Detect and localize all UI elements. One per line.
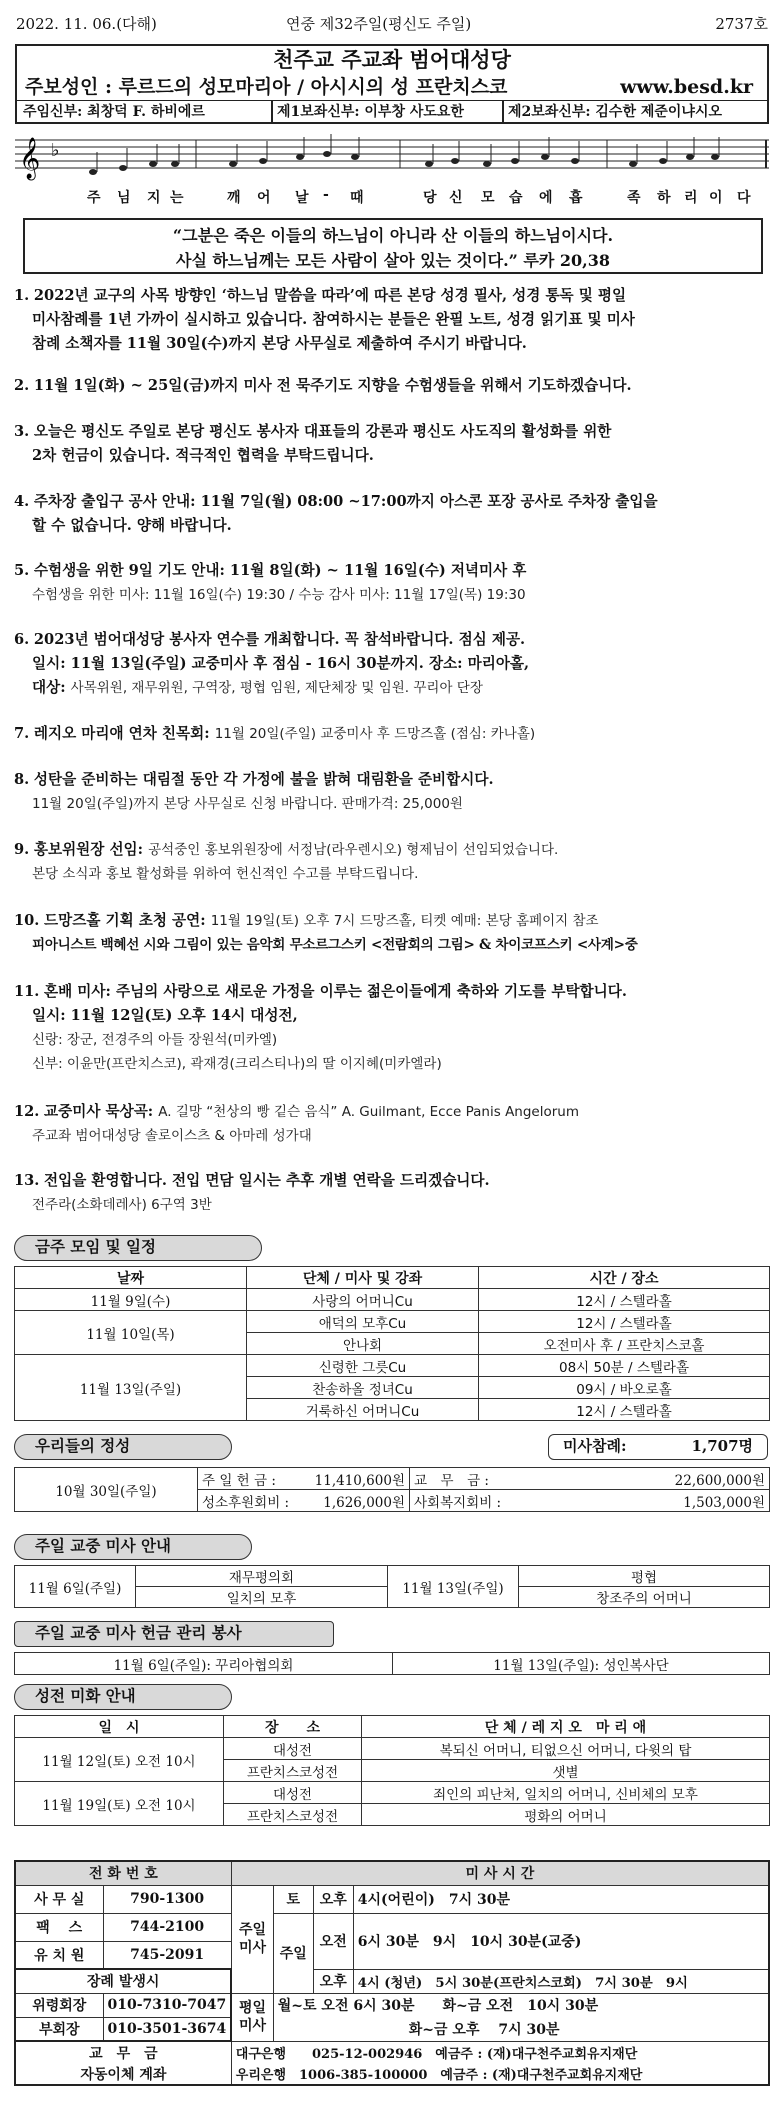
notice-number: 10. — [14, 912, 40, 929]
notice-5 — [14, 559, 774, 607]
notice-text: 본당 소식과 홍보 활성화를 위하여 헌신적인 수고를 부탁드립니다. — [32, 866, 419, 882]
notice-3 — [14, 420, 774, 468]
scripture-quote — [23, 218, 763, 274]
table-row — [15, 1566, 770, 1587]
lyric: 신 — [449, 190, 463, 206]
lyric: 흡 — [569, 190, 583, 206]
attendance-label: 미사참례: — [563, 1437, 627, 1455]
header-bar — [16, 13, 768, 33]
offering-label: 주 일 헌 금 : — [198, 1468, 298, 1490]
offering-label: 교 무 금 : — [410, 1468, 510, 1490]
table-row — [15, 1782, 770, 1804]
table-row — [15, 1653, 770, 1675]
clergy-row — [17, 101, 767, 124]
cell-group: 찬송하올 정녀Cu — [247, 1377, 479, 1399]
phone-label: 팩 스 — [15, 1913, 103, 1941]
notice-number: 7. — [14, 725, 30, 742]
notice-number: 13. — [14, 1172, 40, 1189]
cell-place: 프란치스코성전 — [224, 1760, 362, 1782]
notice-number: 4. — [14, 493, 30, 510]
hymn-lyrics — [15, 187, 769, 209]
lyric: 습 — [509, 190, 523, 206]
col-header: 단 체 / 레 지 오 마 리 애 — [362, 1716, 770, 1738]
svg-text:𝄞: 𝄞 — [19, 138, 41, 179]
notice-11 — [14, 980, 774, 1076]
pm-label: 오후 — [313, 1969, 353, 1993]
cell-place: 대성전 — [224, 1738, 362, 1760]
lyric: 에 — [539, 190, 553, 206]
notice-text: 신랑: 장군, 전경주의 아들 장원석(미카엘) — [32, 1032, 278, 1048]
lyric: 다 — [737, 190, 751, 206]
cell-date: 11월 12일(토) 오전 10시 — [15, 1738, 224, 1782]
pm-label: 오후 — [313, 1885, 353, 1913]
funeral-phone: 010-7310-7047 — [103, 1993, 231, 2017]
notice-text: 전주라(소화데레사) 6구역 3반 — [32, 1197, 212, 1213]
notice-text: 11월 20일(주일)까지 본당 사무실로 신청 바랍니다. 판매가격: 25,000원 — [32, 796, 463, 812]
bottom-info-table — [14, 1860, 770, 2086]
mass-heading: 미 사 시 간 — [231, 1861, 769, 1885]
offering-value: 1,503,000원 — [510, 1490, 770, 1512]
table-row — [15, 1993, 769, 2017]
notice-number: 2. — [14, 377, 30, 394]
tithe-label: 자동이체 계좌 — [15, 2063, 231, 2085]
associate-priest-2: 제2보좌신부: 김수한 제준이냐시오 — [508, 104, 722, 120]
cell-group: 신령한 그릇Cu — [247, 1355, 479, 1377]
notice-text: 드망즈홀 기획 초청 공연: — [44, 912, 211, 929]
issue-number: 2737호 — [715, 15, 768, 33]
scripture-line-2: 사실 하느님께는 모든 사람이 살아 있는 것이다.” 루카 20,38 — [175, 251, 610, 270]
notice-7 — [14, 722, 774, 746]
offering-service-heading: 주일 교중 미사 헌금 관리 봉사 — [14, 1621, 334, 1647]
notice-text: 피아니스트 백혜선 시와 그림이 있는 음악회 무소르그스키 <전람회의 그림> & 차이코프스키 <사계>중 — [32, 937, 638, 953]
notice-text: 신부: 이윤만(프란치스코), 곽재경(크리스티나)의 딸 이지혜(미카엘라) — [32, 1056, 442, 1072]
notice-6 — [14, 628, 774, 700]
notice-text: A. 길망 “천상의 빵 깉슨 음식” A. Guilmant, Ecce Panis Angelorum — [158, 1104, 579, 1120]
table-row — [15, 1969, 769, 1993]
notice-text: 홍보위원장 선임: — [33, 841, 149, 858]
cell-team: 샛별 — [362, 1760, 770, 1782]
parish-title-box — [15, 44, 769, 124]
phone-label: 사 무 실 — [15, 1885, 103, 1913]
table-row — [15, 2017, 769, 2041]
notice-13 — [14, 1169, 774, 1217]
col-header: 날짜 — [15, 1267, 247, 1289]
cell-time: 오전미사 후 / 프란치스코홀 — [479, 1333, 770, 1355]
col-header: 일 시 — [15, 1716, 224, 1738]
cell-place: 프란치스코성전 — [224, 1804, 362, 1826]
notice-text: 사목위원, 재무위원, 구역장, 평협 임원, 제단체장 및 임원. 꾸리아 단장 — [70, 680, 483, 696]
sunday-label: 주일 — [273, 1913, 313, 1993]
meetings-heading: 금주 모임 및 일정 — [14, 1235, 262, 1261]
lyric: 당 — [423, 190, 437, 206]
lyric: 지 — [147, 190, 161, 206]
notice-text: 일시: 11월 12일(토) 오후 14시 대성전, — [32, 1007, 298, 1024]
notice-text: 미사참례를 1년 가까이 실시하고 있습니다. 참여하시는 분들은 완필 노트, 성경 읽기표 및 미사 — [32, 311, 635, 328]
offering-label: 성소후원회비 : — [198, 1490, 298, 1512]
funeral-phone: 010-3501-3674 — [103, 2017, 231, 2041]
cleaning-heading: 성전 미화 안내 — [14, 1684, 232, 1710]
col-header: 단체 / 미사 및 강좌 — [247, 1267, 479, 1289]
sunday-mass-label: 주일 미사 — [231, 1885, 273, 1993]
sunday-pm-times: 4시 (청년) 5시 30분(프란치스코회) 7시 30분 9시 — [353, 1969, 769, 1993]
notice-text: 11월 20일(주일) 교중미사 후 드망즈홀 (점심: 카나홀) — [214, 726, 536, 742]
lyric: - — [323, 187, 329, 203]
table-row — [15, 2063, 769, 2085]
notice-10 — [14, 909, 774, 957]
offering-service-table — [14, 1652, 770, 1675]
notice-text: 참례 소책자를 11월 30일(수)까지 본당 사무실로 제출하여 주시기 바랍니다. — [32, 335, 527, 352]
notice-9 — [14, 838, 774, 886]
notice-text: 주교좌 범어대성당 솔로이스츠 & 아마레 성가대 — [32, 1128, 312, 1144]
table-row — [15, 1861, 769, 1885]
phone-number: 745-2091 — [103, 1941, 231, 1969]
notice-text: 성탄을 준비하는 대림절 동안 각 가정에 불을 밝혀 대림환을 준비합시다. — [33, 771, 494, 788]
table-row — [15, 1468, 770, 1490]
service-entry: 11월 6일(주일): 꾸리아협의회 — [15, 1653, 393, 1675]
phone-label: 유 치 원 — [15, 1941, 103, 1969]
cell-time: 12시 / 스텔라홀 — [479, 1311, 770, 1333]
lyric: 날 — [295, 190, 309, 206]
pastor: 주임신부: 최창덕 F. 하비에르 — [23, 104, 205, 120]
notice-text: 전입을 환영합니다. 전입 면담 일시는 추후 개별 연락을 드리겠습니다. — [44, 1172, 490, 1189]
notice-text: 대상: — [32, 679, 71, 696]
notice-text: 11월 19일(토) 오후 7시 드망즈홀, 티켓 예매: 본당 홈페이지 참조 — [210, 913, 599, 929]
notice-number: 9. — [14, 841, 30, 858]
saturday-times: 4시(어린이) 7시 30분 — [353, 1885, 769, 1913]
mass-guide-table — [14, 1565, 770, 1608]
notice-text: 2023년 범어대성당 봉사자 연수를 개최합니다. 꼭 참석바랍니다. 점심 제공. — [33, 631, 526, 648]
meetings-table — [14, 1266, 770, 1421]
offering-label: 사회복지회비 : — [410, 1490, 510, 1512]
cell-time: 09시 / 바오로홀 — [479, 1377, 770, 1399]
offering-value: 1,626,000원 — [298, 1490, 410, 1512]
guide-team: 창조주의 어머니 — [519, 1587, 770, 1608]
service-entry: 11월 13일(주일): 성인복사단 — [393, 1653, 770, 1675]
notice-number: 6. — [14, 631, 30, 648]
phone-heading: 전 화 번 호 — [15, 1861, 231, 1885]
parish-title: 천주교 주교좌 범어대성당 — [273, 47, 511, 72]
notice-text: 레지오 마리애 연차 친목회: — [33, 725, 215, 742]
patrons-text: 주보성인 : 루르드의 성모마리아 / 아시시의 성 프란치스코 — [25, 76, 508, 98]
weekday-times: 월~토 오전 6시 30분 화~금 오전 10시 30분 — [273, 1993, 769, 2017]
lyric: 는 — [170, 190, 184, 206]
funeral-heading: 장례 발생시 — [15, 1969, 231, 1993]
liturgical-week: 연중 제32주일(평신도 주일) — [286, 15, 472, 33]
table-row — [15, 1738, 770, 1760]
notice-text: 수험생을 위한 미사: 11월 16일(수) 19:30 / 수능 감사 미사: 11월 17일(목) 19:30 — [32, 587, 526, 603]
cell-place: 대성전 — [224, 1782, 362, 1804]
hymn-staff — [15, 130, 769, 216]
offering-value: 22,600,000원 — [510, 1468, 770, 1490]
notice-number: 11. — [14, 983, 40, 1000]
offering-table — [14, 1467, 770, 1512]
lyric: 리 — [684, 190, 698, 206]
phone-number: 790-1300 — [103, 1885, 231, 1913]
cell-time: 12시 / 스텔라홀 — [479, 1289, 770, 1311]
notice-text: 11월 1일(화) ~ 25일(금)까지 미사 전 묵주기도 지향을 수험생들을 위해서 기도하겠습니다. — [33, 377, 632, 394]
cell-time: 12시 / 스텔라홀 — [479, 1399, 770, 1421]
attendance-box — [548, 1434, 768, 1460]
cell-team: 죄인의 피난처, 일치의 어머니, 신비체의 모후 — [362, 1782, 770, 1804]
notice-text: 수험생을 위한 9일 기도 안내: 11월 8일(화) ~ 11월 16일(수) 저녁미사 후 — [33, 562, 527, 579]
notice-number: 8. — [14, 771, 30, 788]
lyric: 이 — [709, 190, 723, 206]
associate-priest-1: 제1보좌신부: 이부창 사도요한 — [277, 104, 464, 120]
notice-text: 혼배 미사: 주님의 사랑으로 새로운 가정을 이루는 젊은이들에게 축하와 기도를 부탁합니다. — [44, 983, 627, 1000]
cell-group: 사랑의 어머니Cu — [247, 1289, 479, 1311]
cell-date: 11월 19일(토) 오전 10시 — [15, 1782, 224, 1826]
notice-text: 교중미사 묵상곡: — [44, 1103, 159, 1120]
lyric: 때 — [350, 190, 364, 206]
table-row — [15, 2041, 769, 2063]
cell-group: 안나회 — [247, 1333, 479, 1355]
notice-text: 주차장 출입구 공사 안내: 11월 7일(월) 08:00 ~17:00까지 아스콘 포장 공사로 주차장 출입을 — [33, 493, 658, 510]
divider — [271, 101, 273, 124]
notice-text: 할 수 없습니다. 양해 바랍니다. — [32, 517, 232, 534]
notice-12 — [14, 1100, 774, 1148]
guide-team: 일치의 모후 — [136, 1587, 388, 1608]
funeral-label: 부회장 — [15, 2017, 103, 2041]
lyric: 하 — [657, 190, 671, 206]
cell-group: 애덕의 모후Cu — [247, 1311, 479, 1333]
scripture-line-1: “그분은 죽은 이들의 하느님이 아니라 산 이들의 하느님이시다. — [172, 226, 614, 245]
patron-saints — [17, 74, 767, 101]
phone-number: 744-2100 — [103, 1913, 231, 1941]
website-link[interactable]: www.besd.kr — [620, 76, 753, 98]
offering-date: 10월 30일(주일) — [15, 1468, 198, 1512]
notice-text: 2차 헌금이 있습니다. 적극적인 협력을 부탁드립니다. — [32, 447, 374, 464]
cell-team: 평화의 어머니 — [362, 1804, 770, 1826]
attendance-value: 1,707명 — [691, 1437, 753, 1455]
bank-account: 우리은행 1006-385-100000 예금주 : (재)대구천주교회유지재단 — [231, 2063, 769, 2085]
notice-4 — [14, 490, 774, 538]
col-header: 장 소 — [224, 1716, 362, 1738]
weekday-mass-label: 평일 미사 — [231, 1993, 273, 2041]
notice-number: 3. — [14, 423, 30, 440]
guide-date: 11월 13일(주일) — [388, 1566, 519, 1608]
saturday-label: 토 — [273, 1885, 313, 1913]
weekday-times: 화~금 오후 7시 30분 — [273, 2017, 769, 2041]
cell-date: 11월 10일(목) — [15, 1311, 247, 1355]
offering-value: 11,410,600원 — [298, 1468, 410, 1490]
sunday-am-times: 6시 30분 9시 10시 30분(교중) — [353, 1913, 769, 1969]
lyric: 족 — [627, 190, 641, 206]
lyric: 주 — [87, 190, 101, 206]
guide-team: 재무평의회 — [136, 1566, 388, 1587]
table-row — [15, 1289, 770, 1311]
notice-8 — [14, 768, 774, 816]
funeral-label: 위령회장 — [15, 1993, 103, 2017]
notice-1 — [14, 284, 774, 356]
col-header: 시간 / 장소 — [479, 1267, 770, 1289]
notice-number: 5. — [14, 562, 30, 579]
table-row — [15, 1913, 769, 1941]
lyric: 깨 — [227, 190, 241, 206]
am-label: 오전 — [313, 1913, 353, 1969]
notice-text: 일시: 11월 13일(주일) 교중미사 후 점심 - 16시 30분까지. 장소: 마리아홀, — [32, 655, 530, 672]
cell-group: 거룩하신 어머니Cu — [247, 1399, 479, 1421]
lyric: 모 — [481, 190, 495, 206]
offering-heading: 우리들의 정성 — [14, 1434, 232, 1460]
divider — [502, 101, 504, 124]
notice-number: 1. — [14, 287, 30, 304]
table-row — [15, 1355, 770, 1377]
notice-number: 12. — [14, 1103, 40, 1120]
cell-team: 복되신 어머니, 티없으신 어머니, 다윗의 탑 — [362, 1738, 770, 1760]
cleaning-table — [14, 1715, 770, 1826]
table-row — [15, 1311, 770, 1333]
notice-text: 공석중인 홍보위원장에 서정남(라우렌시오) 형제님이 선임되었습니다. — [148, 842, 559, 858]
cell-time: 08시 50분 / 스텔라홀 — [479, 1355, 770, 1377]
notice-text: 오늘은 평신도 주일로 본당 평신도 봉사자 대표들의 강론과 평신도 사도직의 활성화를 위한 — [33, 423, 612, 440]
cell-date: 11월 13일(주일) — [15, 1355, 247, 1421]
table-row — [15, 1885, 769, 1913]
mass-guide-heading: 주일 교중 미사 안내 — [14, 1534, 252, 1560]
guide-team: 평협 — [519, 1566, 770, 1587]
cell-date: 11월 9일(수) — [15, 1289, 247, 1311]
tithe-label: 교 무 금 — [15, 2041, 231, 2063]
lyric: 님 — [117, 190, 131, 206]
guide-date: 11월 6일(주일) — [15, 1566, 136, 1608]
notice-text: 2022년 교구의 사목 방향인 ‘하느님 말씀을 따라’에 따른 본당 성경 필사, 성경 통독 및 평일 — [33, 287, 627, 304]
notice-2 — [14, 374, 774, 398]
lyric: 어 — [257, 190, 271, 206]
bank-account: 대구은행 025-12-002946 예금주 : (재)대구천주교회유지재단 — [231, 2041, 769, 2063]
issue-date: 2022. 11. 06.(다해) — [16, 15, 157, 33]
svg-text:♭: ♭ — [51, 140, 60, 161]
